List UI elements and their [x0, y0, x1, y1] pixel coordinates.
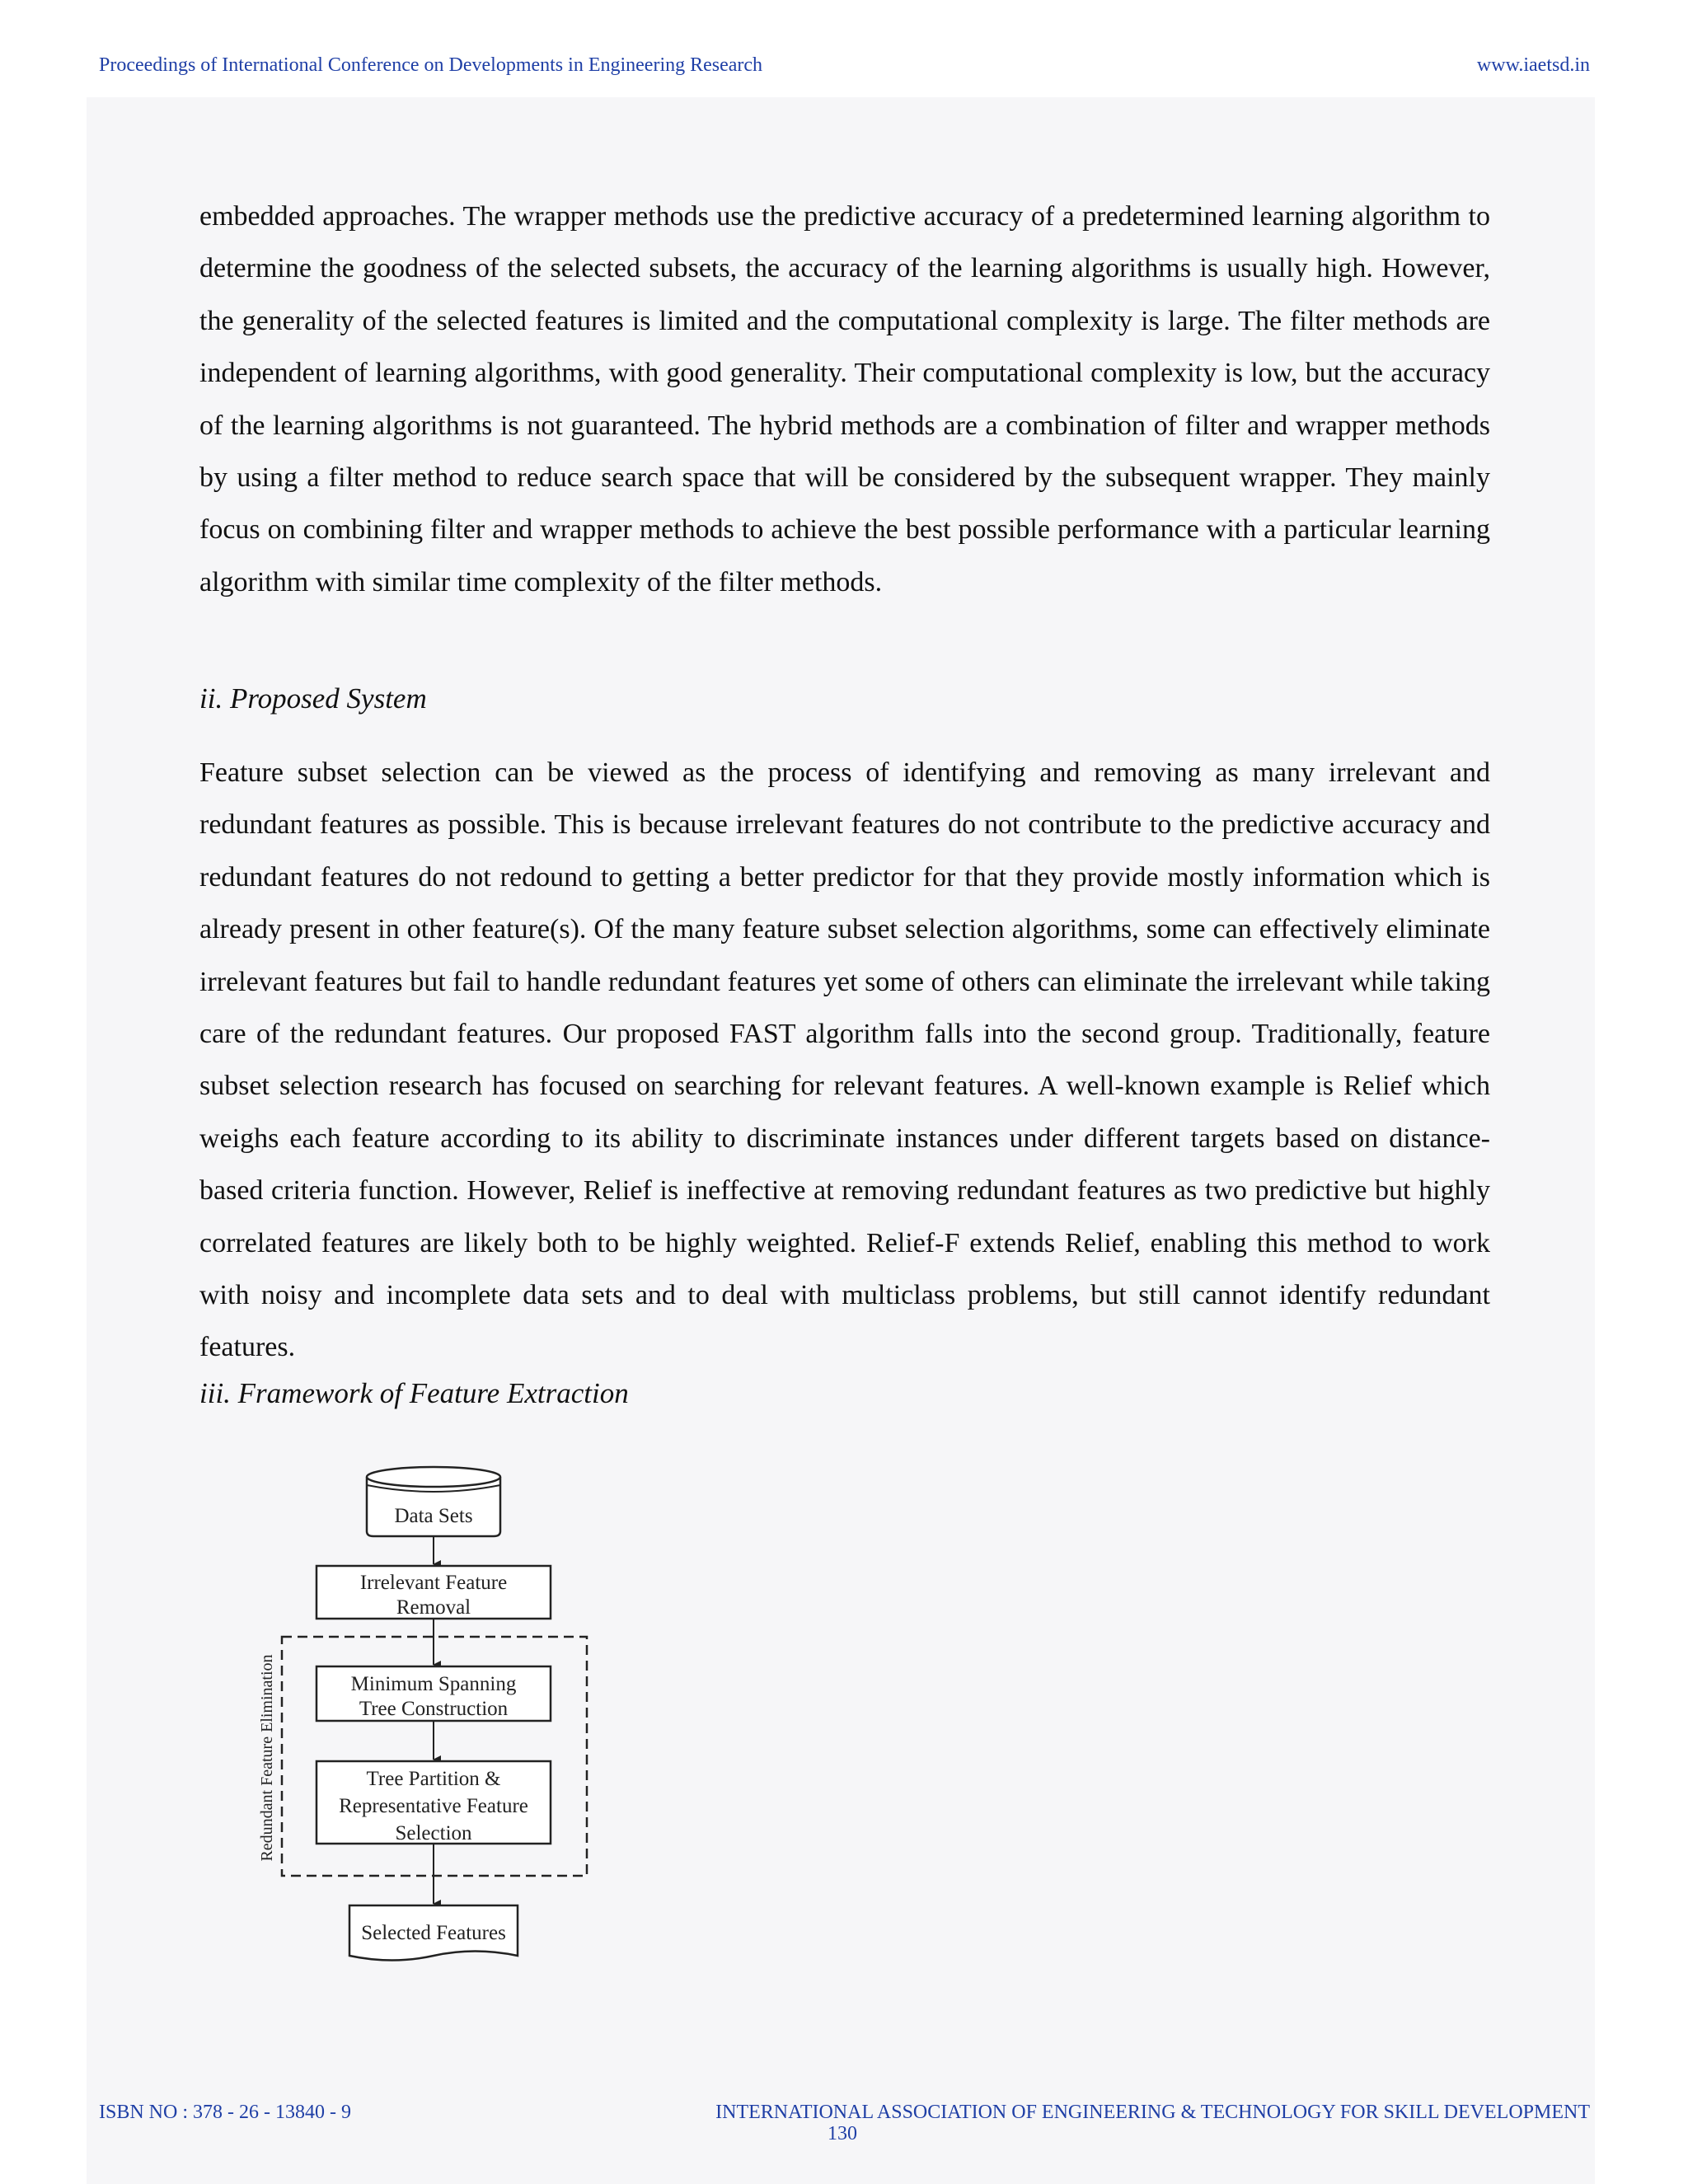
running-header-url: www.iaetsd.in: [1476, 54, 1590, 76]
heading-proposed-system: ii. Proposed System: [199, 682, 427, 715]
mst-construction-node: [316, 1666, 551, 1721]
irrelevant-removal-line2: Removal: [396, 1596, 471, 1619]
tree-partition-node: [316, 1761, 551, 1844]
mst-construction-line1: Minimum Spanning: [350, 1673, 517, 1695]
framework-flowchart: [256, 1457, 602, 1968]
footer-isbn: ISBN NO : 378 - 26 - 13840 - 9: [99, 2102, 351, 2123]
redundant-elimination-label: Redundant Feature Elimination: [258, 1654, 276, 1862]
irrelevant-removal-line1: Irrelevant Feature: [359, 1572, 508, 1594]
data-sets-node: [367, 1467, 500, 1536]
selected-features-label: Selected Features: [361, 1922, 506, 1944]
tree-partition-line2: Representative Feature: [339, 1795, 528, 1817]
selected-features-node: [349, 1905, 518, 1961]
data-sets-label: Data Sets: [394, 1505, 473, 1527]
running-header-title: Proceedings of International Conference on Developments in Engineering Research: [99, 54, 763, 76]
tree-partition-line1: Tree Partition &: [366, 1768, 501, 1790]
mst-construction-line2: Tree Construction: [359, 1698, 509, 1720]
footer-organization: INTERNATIONAL ASSOCIATION OF ENGINEERING & TECHNOLOGY FOR SKILL DEVELOPMENT: [715, 2102, 1590, 2123]
paragraph-approaches: embedded approaches. The wrapper methods use the predictive accuracy of a predetermined learning algorithm to determine the goodness of the selected subsets, the accuracy of the learning algorithms is usually high. However, the generality of the selected features is limited and the computational complexity is large. The filter methods are independent of learning algorithms, with good generality. Their computational complexity is low, but the accuracy of the learning algorithms is not guaranteed. The hybrid methods are a combination of filter and wrapper methods by using a filter method to reduce search space that will be considered by the subsequent wrapper. They mainly focus on combining filter and wrapper methods to achieve the best possible performance with a particular learning algorithm with similar time complexity of the filter methods.: [199, 201, 1490, 598]
tree-partition-line3: Selection: [395, 1822, 472, 1844]
paragraph-proposed-system: Feature subset selection can be viewed as the process of identifying and removing as many irrelevant and redundant features as possible. This is because irrelevant features do not contribute to the predictive accuracy and redundant features do not redound to getting a better predictor for that they provide mostly information which is already present in other feature(s). Of the many feature subset selection algorithms, some can effectively eliminate irrelevant features but fail to handle redundant features yet some of others can eliminate the irrelevant while taking care of the redundant features. Our proposed FAST algorithm falls into the second group. Traditionally, feature subset selection research has focused on searching for relevant features. A well-known example is Relief which weighs each feature according to its ability to discriminate instances under different targets based on distance-based criteria function. However, Relief is ineffective at removing redundant features as two predictive but highly correlated features are likely both to be highly weighted. Relief-F extends Relief, enabling this method to work with noisy and incomplete data sets and to deal with multiclass problems, but still cannot identify redundant features.: [199, 757, 1490, 1363]
irrelevant-removal-node: [316, 1566, 551, 1619]
heading-framework: iii. Framework of Feature Extraction: [199, 1377, 629, 1409]
page-number: 130: [828, 2123, 857, 2144]
